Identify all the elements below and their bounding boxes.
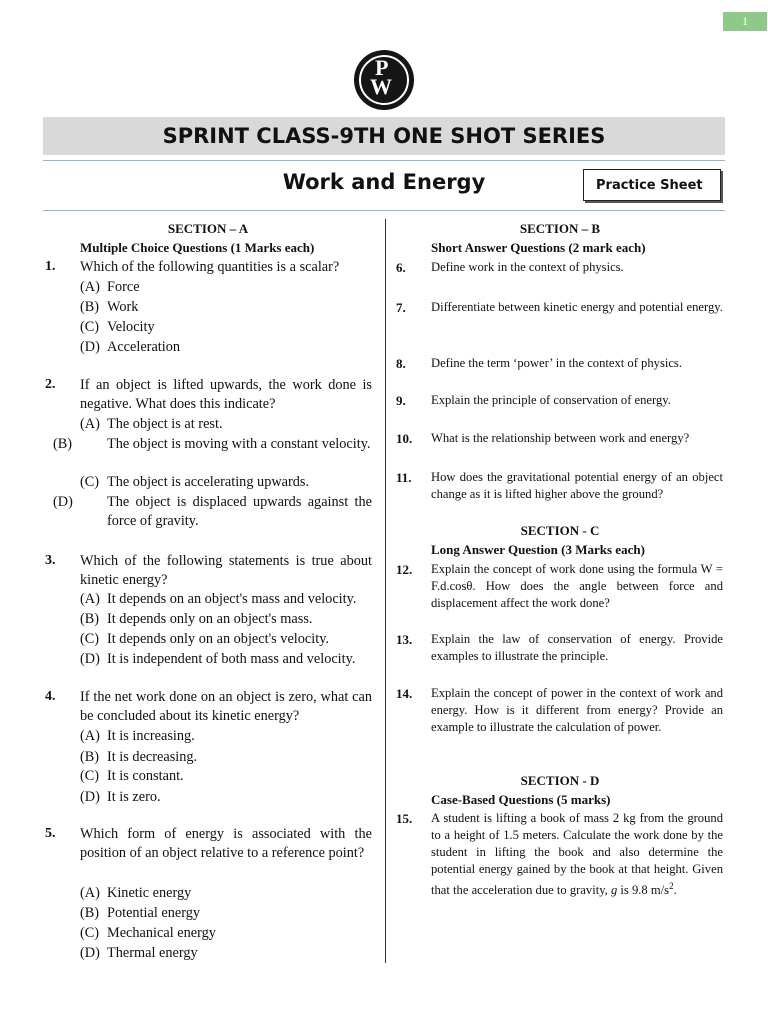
option xyxy=(80,318,155,337)
question-text: Explain the concept of work done using the formula W = F.d.cosθ. How does the angle between force and displacement affect the work done? xyxy=(431,562,723,610)
question-text-end: . xyxy=(673,883,677,898)
option-text: Kinetic energy xyxy=(107,885,192,901)
option-label: (A) xyxy=(80,591,100,607)
question-text-main: A student is lifting a book of mass 2 kg from the ground to a height of 1.5 meters. Calculate the work done by the student in lifting the book and also determine the potential energy gained by the book at that height. Given that the acceleration due to gravity, xyxy=(431,811,723,898)
question-number: 1. xyxy=(45,259,56,274)
question-number: 12. xyxy=(396,562,413,577)
question-text: Explain the concept of power in the context of work and energy. How is it different from energy? Provide an example to illustrate the calculation of power. xyxy=(431,686,723,734)
question-number: 9. xyxy=(396,393,406,408)
option-text: It depends only on an object's velocity. xyxy=(107,631,330,647)
section-c-subheading: Long Answer Question (3 Marks each) xyxy=(431,542,645,557)
exponent: 2 xyxy=(669,881,674,891)
option-text: It is zero. xyxy=(107,789,161,805)
question-number: 6. xyxy=(396,260,406,275)
option-label: (B) xyxy=(80,611,100,627)
question-text: Differentiate between kinetic energy and potential energy. xyxy=(431,300,723,314)
gravity-symbol: g xyxy=(610,883,618,898)
option-label: (D) xyxy=(80,945,100,961)
option-label: (C) xyxy=(80,925,100,941)
option xyxy=(80,298,138,317)
option xyxy=(80,904,200,923)
section-d-heading: SECTION - D xyxy=(520,773,600,788)
option-label: (C) xyxy=(80,631,100,647)
option-text: Thermal energy xyxy=(107,945,198,961)
question-number: 7. xyxy=(396,300,406,315)
option-text: Velocity xyxy=(107,319,155,335)
option xyxy=(80,727,195,746)
option-text: The object is accelerating upwards. xyxy=(107,474,310,490)
section-c-heading: SECTION - C xyxy=(520,523,600,538)
question-number: 2. xyxy=(45,377,56,392)
option xyxy=(80,788,161,807)
option xyxy=(80,338,180,357)
title-underline xyxy=(43,210,725,211)
question-number: 15. xyxy=(396,811,413,826)
option xyxy=(53,435,372,454)
option-label: (D) xyxy=(80,789,100,805)
option xyxy=(80,767,184,786)
logo-letter-w: W xyxy=(370,74,392,99)
section-d-subheading: Case-Based Questions (5 marks) xyxy=(431,792,611,807)
page-title: Work and Energy xyxy=(282,170,486,194)
question-text-mid: is 9.8 m/s xyxy=(617,883,670,898)
option-label: (B) xyxy=(80,905,100,921)
option-text: Potential energy xyxy=(107,905,201,921)
option xyxy=(80,415,223,434)
option xyxy=(80,924,216,943)
option-label: (D) xyxy=(53,494,73,510)
question-text: Which of the following quantities is a scalar? xyxy=(80,259,340,275)
question-text: Explain the principle of conservation of energy. xyxy=(431,393,671,407)
question-text: How does the gravitational potential energy of an object change as it is lifted higher above the ground? xyxy=(431,470,723,501)
section-b-subheading: Short Answer Questions (2 mark each) xyxy=(431,240,646,255)
option-text: It is increasing. xyxy=(107,728,195,744)
option-text: The object is moving with a constant velocity. xyxy=(107,436,371,452)
option-text: It is decreasing. xyxy=(107,749,198,765)
option-label: (C) xyxy=(80,768,100,784)
option xyxy=(80,884,191,903)
option-text: Force xyxy=(107,279,140,295)
section-a-heading: SECTION – A xyxy=(167,221,249,236)
question-number: 10. xyxy=(396,431,413,446)
question-number: 11. xyxy=(396,470,412,485)
option-label: (B) xyxy=(53,436,73,452)
question-text: Define the term ‘power’ in the context of physics. xyxy=(431,356,682,370)
option-label: (D) xyxy=(80,651,100,667)
question-number: 4. xyxy=(45,689,56,704)
option-text: It depends on an object's mass and velocity. xyxy=(107,591,357,607)
option-text: It is independent of both mass and velocity. xyxy=(107,651,356,667)
option xyxy=(80,590,356,609)
column-divider xyxy=(385,219,386,963)
question-text: Which form of energy is associated with the position of an object relative to a reference point? xyxy=(80,826,372,861)
question-text: If an object is lifted upwards, the work done is negative. What does this indicate? xyxy=(80,377,372,412)
option xyxy=(80,610,312,629)
series-banner: SPRINT CLASS-9TH ONE SHOT SERIES xyxy=(43,117,725,155)
option-label: (A) xyxy=(80,728,100,744)
option xyxy=(80,473,309,492)
question-text xyxy=(431,810,723,899)
pw-logo xyxy=(354,50,414,110)
page-number: 1 xyxy=(723,12,767,31)
question-text: Which of the following statements is true about kinetic energy? xyxy=(80,553,372,588)
option-text: Acceleration xyxy=(107,339,181,355)
option-label: (A) xyxy=(80,416,100,432)
question-text: Explain the law of conservation of energy. Provide examples to illustrate the principle. xyxy=(431,632,723,663)
option-label: (C) xyxy=(80,474,100,490)
option-label: (B) xyxy=(80,749,100,765)
option xyxy=(80,944,198,963)
practice-sheet-label: Practice Sheet xyxy=(583,169,721,201)
section-b-heading: SECTION – B xyxy=(519,221,601,236)
logo-letter-p: P xyxy=(375,55,389,80)
option xyxy=(80,278,140,297)
banner-underline xyxy=(43,160,725,161)
option-label: (B) xyxy=(80,299,100,315)
option xyxy=(80,650,355,669)
option-label: (D) xyxy=(80,339,100,355)
option-label: (A) xyxy=(80,279,100,295)
question-text: What is the relationship between work and energy? xyxy=(431,431,690,445)
question-number: 13. xyxy=(396,632,413,647)
option xyxy=(80,748,197,767)
option-label: (A) xyxy=(80,885,100,901)
option-text: The object is at rest. xyxy=(107,416,223,432)
option xyxy=(80,630,329,649)
option xyxy=(53,493,372,531)
question-number: 14. xyxy=(396,686,413,701)
question-text: If the net work done on an object is zero, what can be concluded about its kinetic energy? xyxy=(80,689,372,724)
option-text: Work xyxy=(107,299,139,315)
question-number: 8. xyxy=(396,356,406,371)
question-text: Define work in the context of physics. xyxy=(431,260,624,274)
question-number: 5. xyxy=(45,826,56,841)
question-number: 3. xyxy=(45,553,56,568)
option-label: (C) xyxy=(80,319,100,335)
option-text: Mechanical energy xyxy=(107,925,216,941)
section-a-subheading: Multiple Choice Questions (1 Marks each) xyxy=(80,240,315,255)
option-text: The object is displaced upwards against the force of gravity. xyxy=(107,494,372,529)
option-text: It is constant. xyxy=(107,768,184,784)
option-text: It depends only on an object's mass. xyxy=(107,611,313,627)
